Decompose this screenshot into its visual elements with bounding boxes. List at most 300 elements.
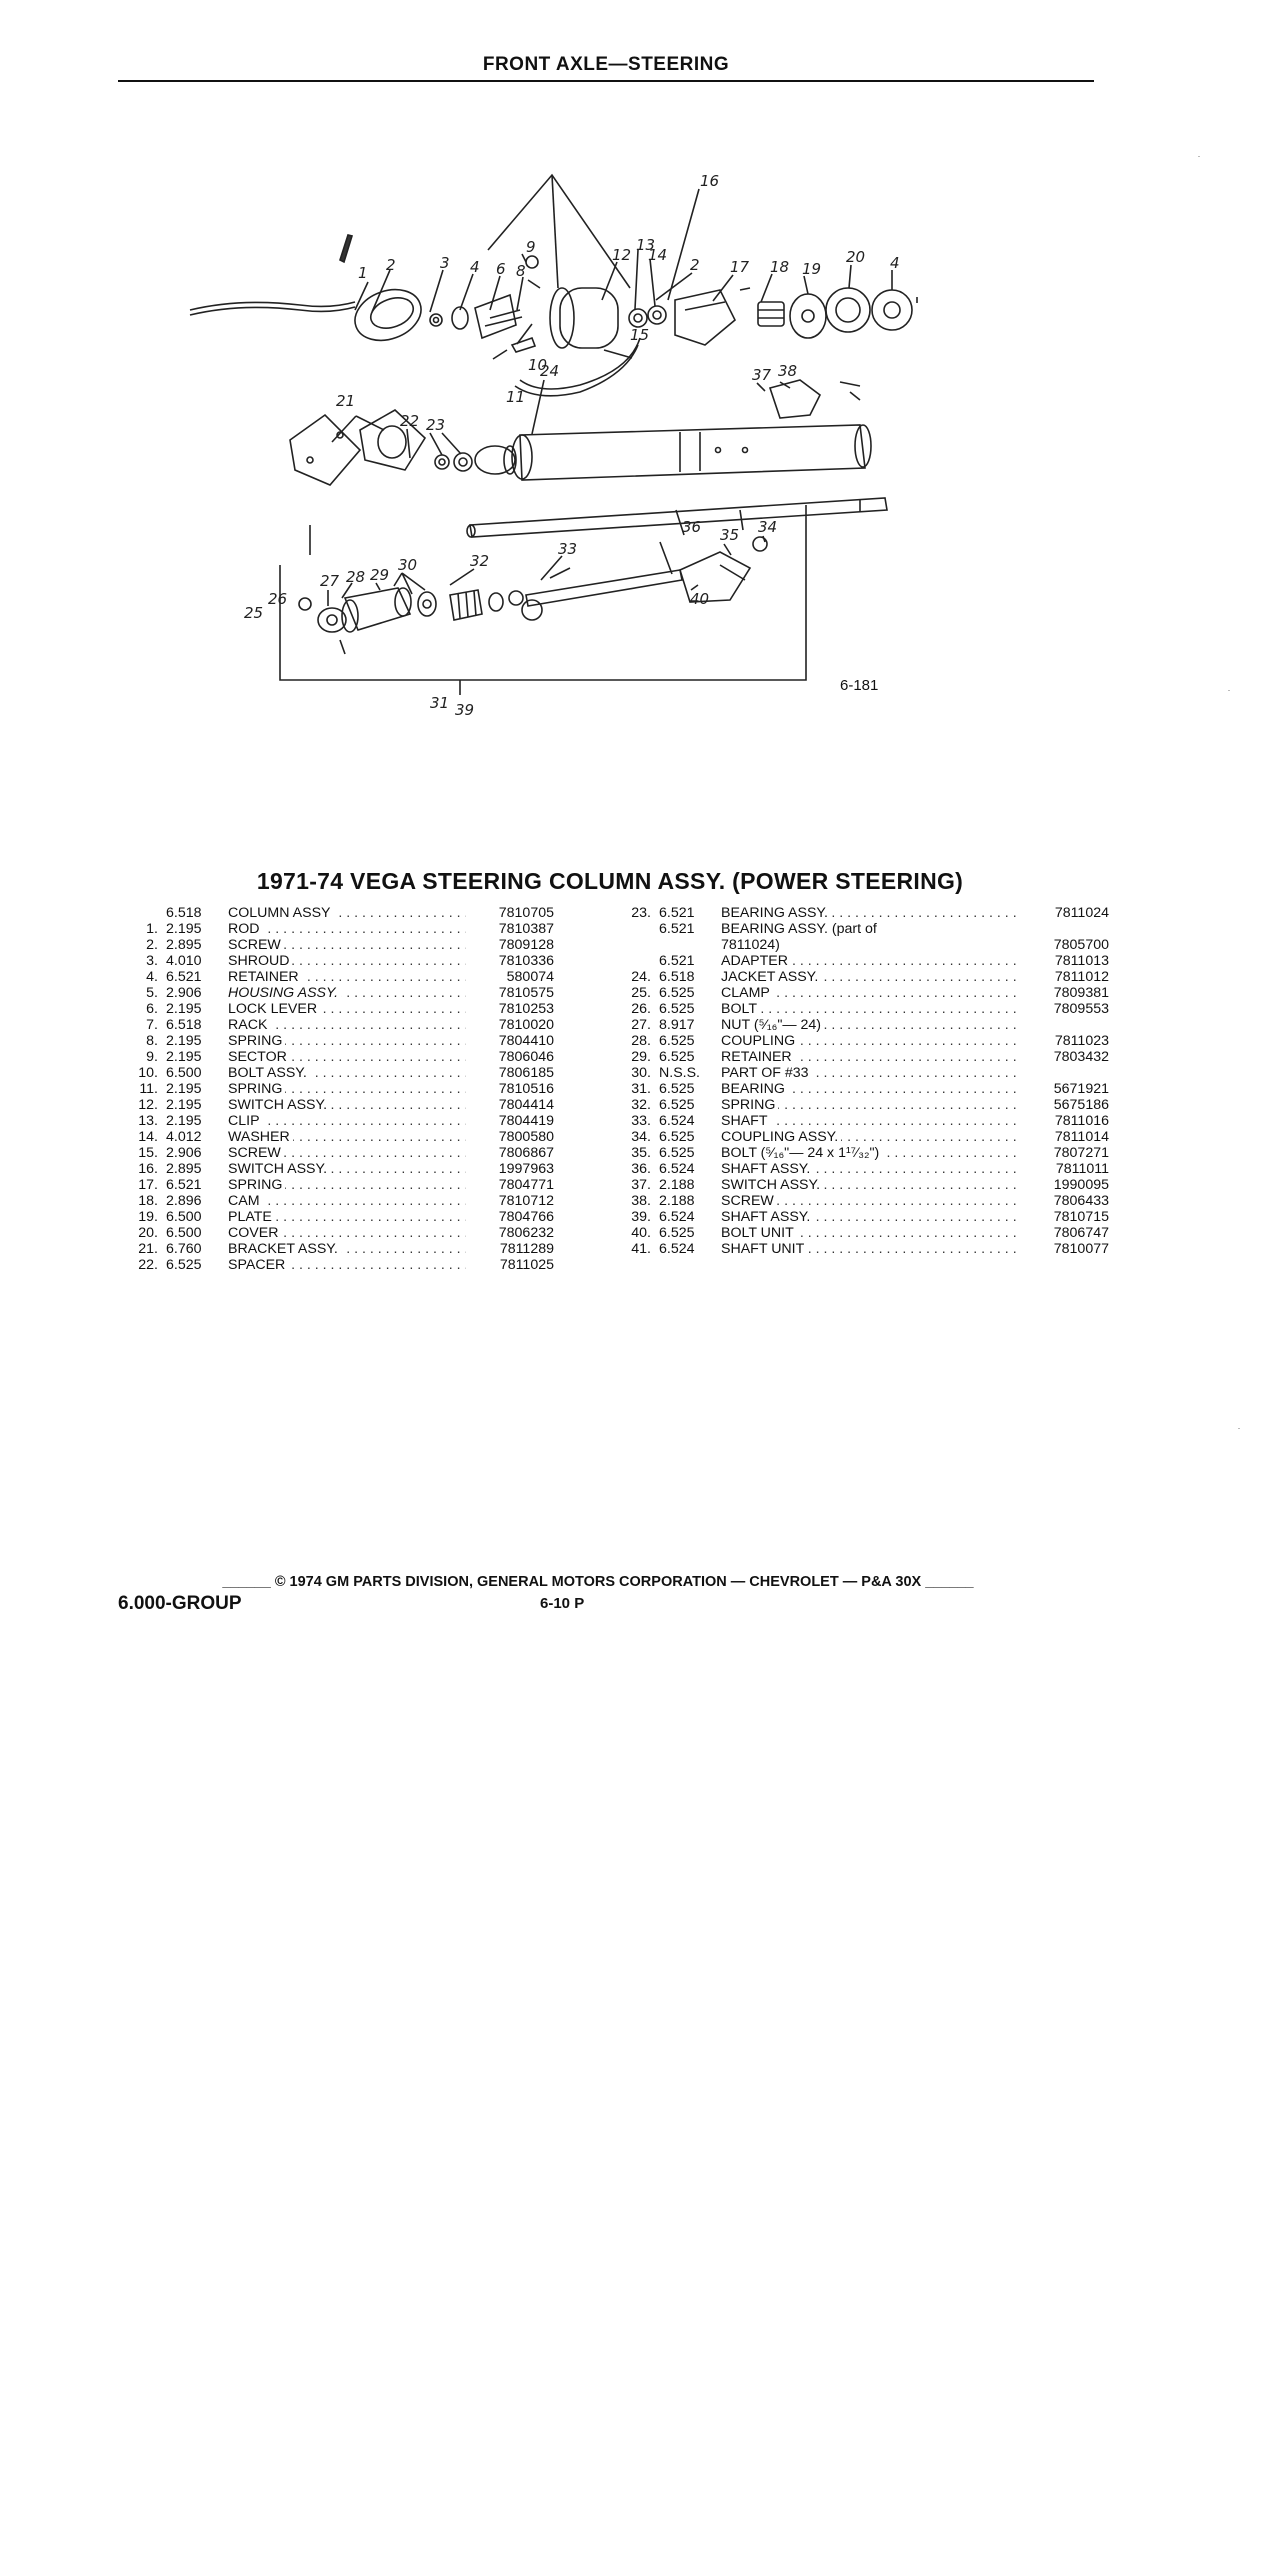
parts-row	[122, 1081, 622, 1097]
parts-row	[122, 1145, 622, 1161]
group-number: 6.524	[659, 1241, 695, 1257]
part-number: 7810715	[1053, 1209, 1109, 1225]
description-text: PART OF #33	[721, 1065, 812, 1081]
group-number: 6.521	[166, 1177, 202, 1193]
group-number: 2.188	[659, 1193, 695, 1209]
part-description	[228, 1097, 466, 1113]
callout-label: 3	[440, 254, 450, 272]
part-description	[721, 1177, 1021, 1193]
parts-row	[615, 953, 1109, 969]
description-text: SPRING	[228, 1081, 285, 1097]
description-text: HOUSING ASSY.	[228, 985, 341, 1001]
description-text: CLAMP	[721, 985, 773, 1001]
part-description	[721, 1017, 1021, 1033]
description-text: SHAFT ASSY.	[721, 1209, 813, 1225]
parts-row	[122, 1017, 622, 1033]
item-number: 11.	[139, 1081, 158, 1097]
part-description	[721, 1097, 1021, 1113]
description-text: ROD	[228, 921, 263, 937]
callout-label: 38	[778, 362, 798, 380]
part-number: 5675186	[1053, 1097, 1109, 1113]
part-description	[721, 1129, 1021, 1145]
item-number: 24.	[631, 969, 651, 985]
callout-label: 25	[244, 604, 264, 622]
description-text: SPRING	[721, 1097, 778, 1113]
group-number: 6.518	[166, 905, 202, 921]
part-number: 7811024	[1054, 905, 1109, 921]
part-number: 7806046	[498, 1049, 554, 1065]
group-number: 6.525	[659, 1225, 695, 1241]
part-number: 7810387	[498, 921, 554, 937]
part-number: 7806747	[1053, 1225, 1109, 1241]
part-number: 7804414	[498, 1097, 554, 1113]
parts-row	[122, 1225, 622, 1241]
part-description	[721, 1065, 1021, 1081]
parts-row	[615, 1081, 1109, 1097]
part-number: 1990095	[1053, 1177, 1109, 1193]
part-description	[721, 1161, 1021, 1177]
callout-label: 8	[516, 262, 526, 280]
parts-row	[615, 1065, 1095, 1081]
item-number: 27.	[631, 1017, 651, 1033]
item-number: 18.	[138, 1193, 158, 1209]
steering-column-illustration	[160, 170, 920, 770]
callout-label: 40	[690, 590, 710, 608]
callout-label: 2	[690, 256, 700, 274]
description-text: SCREW	[721, 1193, 777, 1209]
description-text: BOLT ASSY.	[228, 1065, 310, 1081]
item-number: 29.	[631, 1049, 651, 1065]
description-text: SHAFT	[721, 1113, 771, 1129]
scan-speck	[1198, 156, 1200, 157]
part-description	[228, 921, 466, 937]
item-number: 30.	[631, 1065, 651, 1081]
item-number: 28.	[631, 1033, 651, 1049]
parts-row	[615, 985, 1109, 1001]
scan-speck	[1238, 1428, 1240, 1429]
part-number: 7804771	[498, 1177, 554, 1193]
group-number: 6.500	[166, 1225, 202, 1241]
callout-label: 21	[336, 392, 356, 410]
description-text: SWITCH ASSY.	[721, 1177, 823, 1193]
part-description	[721, 969, 1021, 985]
item-number: 33.	[631, 1113, 651, 1129]
callout-label: 12	[612, 246, 632, 264]
part-number: 7804419	[498, 1113, 554, 1129]
callout-label: 35	[720, 526, 740, 544]
part-number: 7800580	[498, 1129, 554, 1145]
part-number: 7804766	[498, 1209, 554, 1225]
figure-id: 6-181	[840, 677, 879, 694]
part-number: 7811011	[1055, 1161, 1109, 1177]
part-description	[721, 1209, 1021, 1225]
part-description	[721, 1033, 1021, 1049]
part-number: 7809553	[1053, 1001, 1109, 1017]
item-number: 6.	[146, 1001, 158, 1017]
item-number: 38.	[631, 1193, 651, 1209]
callout-label: 4	[470, 258, 480, 276]
callout-label: 37	[752, 366, 772, 384]
description-text: PLATE	[228, 1209, 275, 1225]
part-description	[228, 953, 466, 969]
group-number: 6.524	[659, 1209, 695, 1225]
group-number: 6.525	[659, 1081, 695, 1097]
description-text-cont: 7811024)	[721, 937, 783, 953]
item-number: 26.	[631, 1001, 651, 1017]
group-number: 6.525	[659, 1129, 695, 1145]
parts-row	[615, 905, 1109, 921]
part-number: 7811023	[1054, 1033, 1109, 1049]
part-description	[228, 1049, 466, 1065]
group-number: 2.195	[166, 921, 202, 937]
item-number: 15.	[138, 1145, 158, 1161]
part-number: 580074	[506, 969, 554, 985]
footer-rule-right: ______	[925, 1574, 974, 1590]
callout-label: 18	[770, 258, 790, 276]
part-description	[228, 1209, 466, 1225]
parts-row	[122, 1161, 622, 1177]
part-description	[228, 1081, 466, 1097]
group-number: 2.188	[659, 1177, 695, 1193]
parts-row	[615, 1049, 1109, 1065]
item-number: 12.	[138, 1097, 158, 1113]
callout-label: 26	[268, 590, 288, 608]
callout-label: 15	[630, 326, 650, 344]
callout-label: 20	[846, 248, 866, 266]
callout-label: 31	[430, 694, 450, 712]
group-number: 2.895	[166, 1161, 202, 1177]
part-number: 7809381	[1053, 985, 1109, 1001]
group-number: 6.524	[659, 1113, 695, 1129]
part-description	[721, 921, 1021, 953]
group-number: 6.500	[166, 1209, 202, 1225]
callout-label: 24	[540, 362, 560, 380]
part-number: 5671921	[1053, 1081, 1109, 1097]
callout-label: 39	[455, 701, 475, 719]
item-number: 14.	[138, 1129, 158, 1145]
description-text: JACKET ASSY.	[721, 969, 821, 985]
header-rule	[118, 80, 1094, 82]
part-description	[228, 1193, 466, 1209]
callout-label: 28	[346, 568, 366, 586]
parts-row	[122, 1065, 622, 1081]
part-number: 7806867	[498, 1145, 554, 1161]
description-text: RETAINER	[228, 969, 302, 985]
description-text: SWITCH ASSY.	[228, 1097, 330, 1113]
parts-row	[122, 1113, 622, 1129]
item-number: 22.	[138, 1257, 158, 1273]
item-number: 39.	[631, 1209, 651, 1225]
group-number: 2.906	[166, 1145, 202, 1161]
part-description	[228, 1161, 466, 1177]
description-text: COUPLING	[721, 1033, 798, 1049]
callout-label: 17	[730, 258, 750, 276]
description-text: BOLT UNIT	[721, 1225, 797, 1241]
group-label: 6.000-GROUP	[118, 1593, 242, 1614]
description-text: BEARING	[721, 1081, 788, 1097]
parts-row	[615, 1033, 1109, 1049]
item-number: 10.	[138, 1065, 158, 1081]
part-number: 7804410	[498, 1033, 554, 1049]
group-number: 8.917	[659, 1017, 695, 1033]
part-description	[228, 937, 466, 953]
part-description	[228, 1129, 466, 1145]
parts-row	[122, 1241, 622, 1257]
parts-row	[122, 1177, 622, 1193]
part-description	[228, 1257, 466, 1273]
part-description	[721, 1225, 1021, 1241]
parts-row	[122, 937, 622, 953]
part-number: 7810336	[498, 953, 554, 969]
description-text: CLIP	[228, 1113, 263, 1129]
description-text: SECTOR	[228, 1049, 290, 1065]
parts-row	[122, 969, 622, 985]
parts-row	[122, 953, 622, 969]
item-number: 41.	[631, 1241, 651, 1257]
exploded-diagram	[160, 170, 920, 770]
part-number: 7811012	[1054, 969, 1109, 985]
part-number: 7810575	[498, 985, 554, 1001]
callout-label: 33	[558, 540, 578, 558]
item-number: 9.	[146, 1049, 158, 1065]
group-number: 6.521	[659, 905, 695, 921]
part-number: 7811013	[1054, 953, 1109, 969]
part-number: 7810077	[1053, 1241, 1109, 1257]
group-number: 6.760	[166, 1241, 202, 1257]
item-number: 40.	[631, 1225, 651, 1241]
description-text: ADAPTER	[721, 953, 791, 969]
parts-row	[615, 1145, 1109, 1161]
group-number: 6.525	[659, 1049, 695, 1065]
part-number: 7811014	[1054, 1129, 1109, 1145]
callout-label: 29	[370, 566, 390, 584]
part-description	[228, 1145, 466, 1161]
item-number: 36.	[631, 1161, 651, 1177]
callout-label: 9	[526, 238, 536, 256]
parts-row	[615, 1241, 1109, 1257]
parts-row	[615, 969, 1109, 985]
group-number: 6.525	[166, 1257, 202, 1273]
callout-label: 23	[426, 416, 446, 434]
callout-label: 19	[802, 260, 822, 278]
group-number: 2.896	[166, 1193, 202, 1209]
part-description	[228, 905, 466, 921]
group-number: 4.010	[166, 953, 202, 969]
item-number: 19.	[138, 1209, 158, 1225]
callout-label: 36	[682, 518, 702, 536]
callout-label: 34	[758, 518, 778, 536]
part-description	[228, 1113, 466, 1129]
parts-row	[615, 921, 1109, 953]
callout-label: 32	[470, 552, 490, 570]
item-number: 21.	[138, 1241, 158, 1257]
group-number: N.S.S.	[659, 1065, 700, 1081]
description-text: SHAFT UNIT	[721, 1241, 807, 1257]
group-number: 2.906	[166, 985, 202, 1001]
description-text: NUT (⁵⁄₁₆"— 24)	[721, 1017, 824, 1033]
callout-label: 14	[648, 246, 668, 264]
callout-label: 11	[506, 388, 526, 406]
item-number: 1.	[146, 921, 158, 937]
description-text: COVER	[228, 1225, 281, 1241]
parts-row	[615, 1113, 1109, 1129]
parts-row	[615, 1129, 1109, 1145]
group-number: 6.525	[659, 1097, 695, 1113]
description-text: SHROUD	[228, 953, 292, 969]
scan-speck	[1228, 690, 1230, 691]
item-number: 17.	[138, 1177, 158, 1193]
part-description	[721, 953, 1021, 969]
description-text: SCREW	[228, 1145, 284, 1161]
table-title: 1971-74 VEGA STEERING COLUMN ASSY. (POWER STEERING)	[256, 868, 964, 894]
group-number: 6.518	[166, 1017, 202, 1033]
part-number: 1997963	[498, 1161, 554, 1177]
parts-row	[122, 921, 622, 937]
part-description	[721, 1113, 1021, 1129]
item-number: 32.	[631, 1097, 651, 1113]
group-number: 2.195	[166, 1033, 202, 1049]
page-number: 6-10 P	[540, 1595, 585, 1612]
part-description	[721, 1241, 1021, 1257]
callout-label: 13	[636, 236, 656, 254]
callout-label: 16	[700, 172, 720, 190]
parts-row	[122, 1193, 622, 1209]
description-text: COUPLING ASSY.	[721, 1129, 841, 1145]
parts-row	[122, 1257, 622, 1273]
description-text: SPRING	[228, 1177, 285, 1193]
description-text: WASHER	[228, 1129, 293, 1145]
item-number: 8.	[146, 1033, 158, 1049]
group-number: 2.195	[166, 1001, 202, 1017]
part-number: 7806433	[1053, 1193, 1109, 1209]
item-number: 34.	[631, 1129, 651, 1145]
parts-row	[615, 1225, 1109, 1241]
item-number: 5.	[146, 985, 158, 1001]
item-number: 7.	[146, 1017, 158, 1033]
parts-list-left	[122, 905, 622, 1273]
part-number: 7811025	[499, 1257, 554, 1273]
description-text: BOLT (⁵⁄₁₆"— 24 x 1¹⁷⁄₃₂")	[721, 1145, 882, 1161]
parts-row	[615, 1209, 1109, 1225]
group-number: 2.195	[166, 1097, 202, 1113]
group-number: 2.895	[166, 937, 202, 953]
part-number: 7811289	[499, 1241, 554, 1257]
item-number: 4.	[146, 969, 158, 985]
description-text: SCREW	[228, 937, 284, 953]
part-description	[721, 1001, 1021, 1017]
parts-list-right	[615, 905, 1109, 1257]
callout-label: 27	[320, 572, 340, 590]
description-text: BEARING ASSY. (part of	[721, 921, 880, 937]
callout-label: 4	[890, 254, 900, 272]
part-number: 7805700	[1053, 937, 1109, 953]
group-number: 6.521	[166, 969, 202, 985]
copyright-text: © 1974 GM PARTS DIVISION, GENERAL MOTORS CORPORATION — CHEVROLET — P&A 30X	[274, 1574, 922, 1590]
item-number: 13.	[138, 1113, 158, 1129]
callout-label: 6	[496, 260, 506, 278]
item-number: 16.	[138, 1161, 158, 1177]
item-number: 35.	[631, 1145, 651, 1161]
parts-row	[122, 1033, 622, 1049]
part-number: 7806232	[498, 1225, 554, 1241]
description-text: SWITCH ASSY.	[228, 1161, 330, 1177]
callout-label: 10	[528, 356, 548, 374]
description-text: LOCK LEVER	[228, 1001, 320, 1017]
description-text: BOLT	[721, 1001, 760, 1017]
parts-row	[122, 1001, 622, 1017]
description-text: BRACKET ASSY.	[228, 1241, 341, 1257]
callout-label: 30	[398, 556, 418, 574]
callout-label: 2	[386, 256, 396, 274]
group-number: 2.195	[166, 1113, 202, 1129]
part-number: 7809128	[498, 937, 554, 953]
group-number: 6.525	[659, 985, 695, 1001]
description-text: SHAFT ASSY.	[721, 1161, 813, 1177]
parts-row	[122, 1097, 622, 1113]
group-number: 6.521	[659, 953, 695, 969]
part-description	[228, 1177, 466, 1193]
part-description	[228, 969, 466, 985]
parts-row	[615, 1097, 1109, 1113]
part-number: 7810020	[498, 1017, 554, 1033]
page-title: FRONT AXLE—STEERING	[482, 54, 730, 75]
part-description	[721, 1049, 1021, 1065]
part-number: 7810712	[498, 1193, 554, 1209]
part-description	[721, 905, 1021, 921]
part-number: 7810705	[498, 905, 554, 921]
callout-label: 1	[358, 264, 368, 282]
part-description	[228, 1241, 466, 1257]
part-description	[228, 1017, 466, 1033]
description-text: COLUMN ASSY	[228, 905, 334, 921]
part-description	[721, 1145, 1021, 1161]
group-number: 4.012	[166, 1129, 202, 1145]
part-number: 7811016	[1054, 1113, 1109, 1129]
part-number: 7806185	[498, 1065, 554, 1081]
group-number: 6.518	[659, 969, 695, 985]
group-number: 6.524	[659, 1161, 695, 1177]
item-number: 37.	[631, 1177, 651, 1193]
group-number: 6.525	[659, 1145, 695, 1161]
part-description	[228, 1225, 466, 1241]
parts-row	[615, 1001, 1109, 1017]
part-number: 7807271	[1053, 1145, 1109, 1161]
description-text: SPRING	[228, 1033, 285, 1049]
callout-label: 22	[400, 412, 420, 430]
group-number: 2.195	[166, 1081, 202, 1097]
part-description	[228, 1065, 466, 1081]
parts-row	[615, 1193, 1109, 1209]
parts-row	[615, 1161, 1109, 1177]
part-description	[721, 985, 1021, 1001]
item-number: 31.	[631, 1081, 651, 1097]
group-number: 6.525	[659, 1033, 695, 1049]
part-description	[228, 1001, 466, 1017]
part-description	[228, 1033, 466, 1049]
description-text: CAM	[228, 1193, 263, 1209]
part-number: 7810253	[498, 1001, 554, 1017]
parts-row	[122, 985, 622, 1001]
item-number: 20.	[138, 1225, 158, 1241]
item-number: 25.	[631, 985, 651, 1001]
part-description	[721, 1081, 1021, 1097]
part-description	[721, 1193, 1021, 1209]
parts-row	[615, 1177, 1109, 1193]
part-number: 7810516	[498, 1081, 554, 1097]
group-number: 6.500	[166, 1065, 202, 1081]
copyright-line	[118, 1574, 1078, 1590]
parts-row	[122, 1129, 622, 1145]
